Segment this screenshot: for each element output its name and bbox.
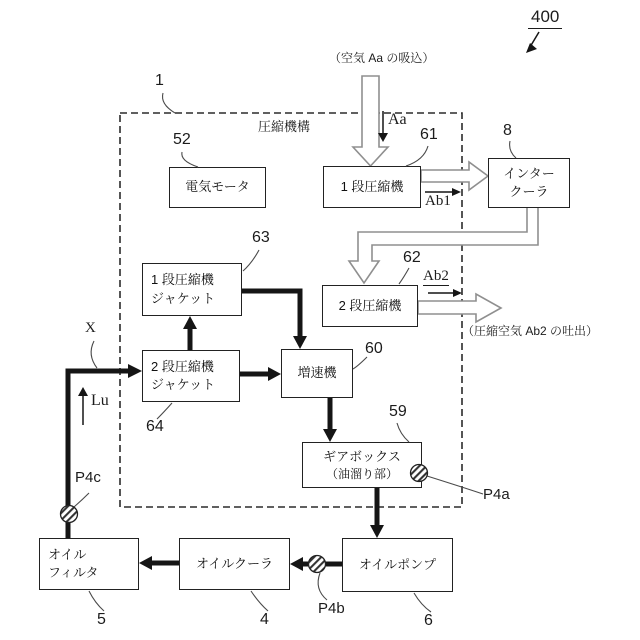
ref-59-gearbox: 59	[389, 403, 407, 420]
label-p4a: P4a	[483, 486, 510, 503]
label-lu: Lu	[91, 392, 109, 409]
ref-64-stage2-jacket: 64	[146, 418, 164, 435]
box-intercooler	[488, 158, 570, 208]
ref-8-intercooler: 8	[503, 122, 512, 139]
intercooler-label-line2: クーラ	[509, 184, 549, 199]
ref-1-dashed-box: 1	[155, 72, 164, 89]
stage2-jacket-label-line1: 2 段圧縮機	[151, 358, 214, 374]
box-speed-increaser	[281, 349, 353, 398]
stage2-jacket-label-line2: ジャケット	[151, 377, 216, 392]
box-oil-filter	[39, 538, 139, 590]
arrowhead-into-stage2-jacket	[128, 364, 142, 378]
stage1-to-intercooler-hollow-arrow	[421, 162, 488, 190]
label-aa: Aa	[388, 111, 407, 128]
mechanism-label: 圧縮機構	[258, 119, 311, 134]
box-stage2-compressor	[322, 285, 418, 327]
ref-52-electric-motor: 52	[173, 131, 191, 148]
gearbox-label-line2: （油溜り部）	[325, 466, 398, 481]
figure-number-arrowhead	[526, 43, 537, 53]
label-p4b: P4b	[318, 600, 345, 617]
electric-motor-label: 電気モータ	[185, 179, 250, 195]
arrowhead-into-stage1-jacket	[183, 316, 197, 329]
ref-4-oil-cooler: 4	[260, 611, 269, 628]
oil-line-jacket1-to-speed-increaser	[242, 291, 300, 336]
label-x: X	[85, 320, 96, 336]
stage1-jacket-label-line2: ジャケット	[151, 290, 216, 306]
box-oil-pump	[342, 538, 453, 592]
oil-filter-label-line2: フィルタ	[48, 565, 99, 580]
ref-63-stage1-jacket: 63	[252, 229, 270, 246]
lu-arrowhead	[78, 387, 88, 396]
discharge-hollow-arrow	[418, 294, 501, 322]
intercooler-label-line1: インター	[503, 165, 555, 181]
ref-62-stage2-compressor: 62	[403, 249, 421, 266]
discharge-note: （圧縮空気 Ab2 の吐出）	[462, 324, 599, 338]
figure-number: 400	[528, 7, 562, 29]
box-gearbox	[302, 442, 422, 488]
intake-note: （空気 Aa の吸込）	[329, 51, 435, 65]
stage2-compressor-label: 2 段圧縮機	[338, 297, 402, 313]
arrowhead-into-speed-increaser-left	[268, 367, 281, 381]
arrowhead-into-gearbox	[323, 429, 337, 442]
label-ab2: Ab2	[423, 268, 449, 284]
gearbox-label-line1: ギアボックス	[323, 448, 401, 464]
box-stage1-compressor	[323, 166, 421, 208]
label-p4c: P4c	[75, 469, 101, 486]
arrowhead-into-oil-filter	[139, 556, 152, 570]
stage1-compressor-label: 1 段圧縮機	[340, 178, 404, 194]
ref-6-oil-pump: 6	[424, 612, 433, 629]
box-stage2-jacket	[142, 350, 240, 402]
label-ab1: Ab1	[425, 193, 451, 209]
box-electric-motor	[169, 167, 266, 208]
oil-cooler-label: オイルクーラ	[195, 555, 274, 571]
stage1-jacket-label-line1: 1 段圧縮機	[151, 272, 214, 288]
oil-pump-label: オイルポンプ	[358, 556, 437, 572]
arrowhead-into-oil-pump	[370, 525, 384, 538]
box-oil-cooler	[179, 538, 290, 590]
ref-5-oil-filter: 5	[97, 611, 106, 628]
ref-60-speed-increaser: 60	[365, 340, 383, 357]
arrowhead-into-speed-increaser-top	[293, 336, 307, 349]
box-stage1-jacket	[142, 263, 242, 316]
ab2-arrowhead	[453, 289, 462, 297]
speed-increaser-label: 増速機	[297, 365, 337, 381]
ab1-arrowhead	[452, 188, 461, 196]
arrowhead-into-oil-cooler	[290, 557, 303, 571]
oil-filter-label-line1: オイル	[48, 546, 87, 562]
ref-61-stage1-compressor: 61	[420, 126, 438, 143]
